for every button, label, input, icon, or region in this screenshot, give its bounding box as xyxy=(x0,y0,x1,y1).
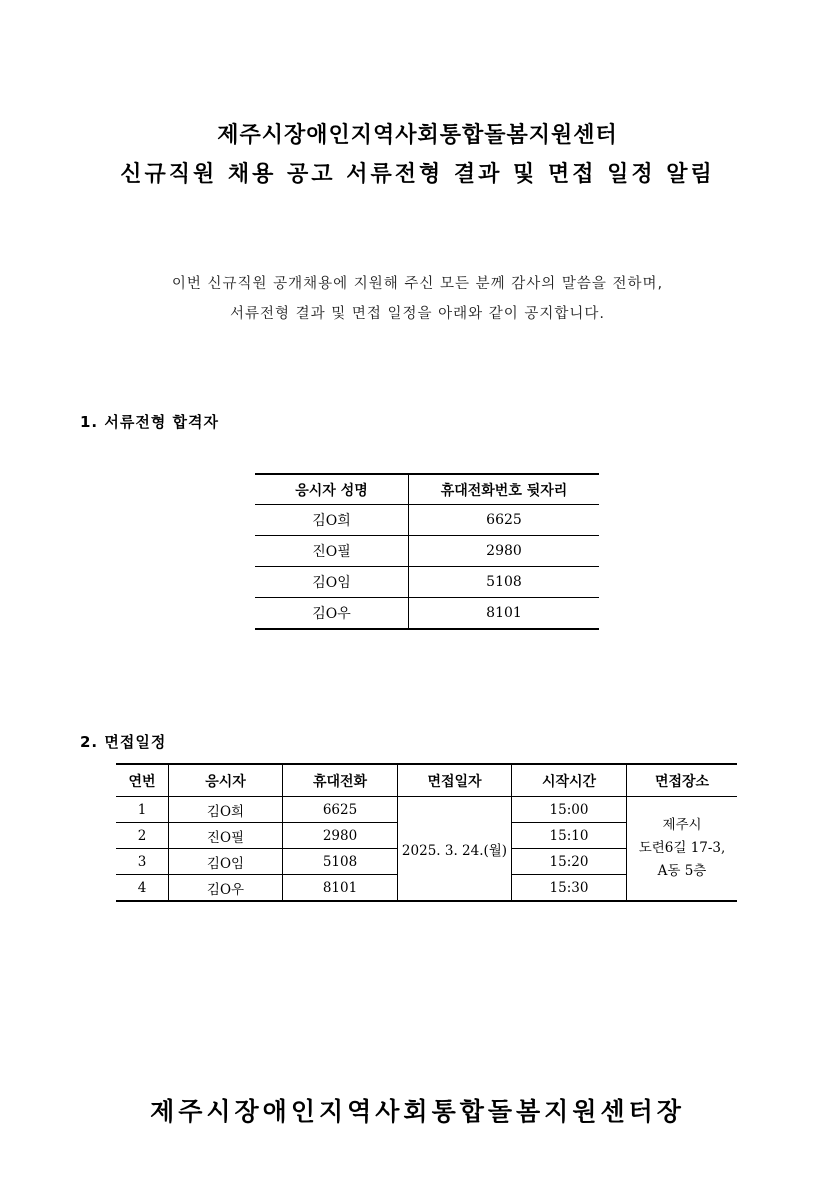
cell-start-time: 15:10 xyxy=(512,823,627,849)
section1-heading: 1. 서류전형 합격자 xyxy=(80,413,220,431)
intro-line1: 이번 신규직원 공개채용에 지원해 주신 모든 분께 감사의 말씀을 전하며, xyxy=(171,276,664,292)
cell-start-time: 15:20 xyxy=(512,849,627,875)
location-line1: 제주시 xyxy=(662,817,702,833)
cell-no: 4 xyxy=(116,875,169,902)
cell-interview-location xyxy=(627,797,738,902)
cell-applicant: 김O희 xyxy=(169,797,283,823)
cell-name: 김O희 xyxy=(255,505,409,536)
cell-phone: 8101 xyxy=(409,598,600,630)
table-row xyxy=(255,567,599,598)
col-header-no: 연번 xyxy=(116,764,169,797)
cell-phone: 2980 xyxy=(409,536,600,567)
cell-phone: 8101 xyxy=(283,875,398,902)
cell-phone: 5108 xyxy=(409,567,600,598)
cell-no: 1 xyxy=(116,797,169,823)
cell-no: 3 xyxy=(116,849,169,875)
table-header-row xyxy=(116,764,737,797)
col-header-name: 응시자 성명 xyxy=(255,474,409,505)
table-row xyxy=(255,505,599,536)
cell-no: 2 xyxy=(116,823,169,849)
col-header-time: 시작시간 xyxy=(512,764,627,797)
document-pass-table xyxy=(255,473,599,630)
col-header-phone: 휴대전화번호 뒷자리 xyxy=(409,474,600,505)
table-header-row xyxy=(255,474,599,505)
cell-name: 김O임 xyxy=(255,567,409,598)
cell-phone: 6625 xyxy=(283,797,398,823)
signature: 제주시장애인지역사회통합돌봄지원센터장 xyxy=(150,1097,685,1126)
location-line2: 도련6길 17-3, xyxy=(638,840,726,856)
document-title-line2: 신규직원 채용 공고 서류전형 결과 및 면접 일정 알림 xyxy=(120,162,715,187)
intro-line2: 서류전형 결과 및 면접 일정을 아래와 같이 공지합니다. xyxy=(229,306,606,322)
table-row xyxy=(255,536,599,567)
cell-start-time: 15:30 xyxy=(512,875,627,902)
document-title-line1: 제주시장애인지역사회통합돌봄지원센터 xyxy=(217,123,618,148)
cell-applicant: 김O임 xyxy=(169,849,283,875)
location-line3: A동 5층 xyxy=(657,863,707,879)
cell-phone: 2980 xyxy=(283,823,398,849)
section2-heading: 2. 면접일정 xyxy=(80,733,167,751)
col-header-phone: 휴대전화 xyxy=(283,764,398,797)
cell-phone: 5108 xyxy=(283,849,398,875)
col-header-location: 면접장소 xyxy=(627,764,738,797)
cell-interview-date: 2025. 3. 24.(월) xyxy=(398,797,512,902)
interview-schedule-table xyxy=(116,763,737,902)
col-header-date: 면접일자 xyxy=(398,764,512,797)
cell-start-time: 15:00 xyxy=(512,797,627,823)
cell-phone: 6625 xyxy=(409,505,600,536)
col-header-applicant: 응시자 xyxy=(169,764,283,797)
table-row xyxy=(255,598,599,630)
table-row xyxy=(116,797,737,823)
cell-applicant: 김O우 xyxy=(169,875,283,902)
cell-name: 김O우 xyxy=(255,598,409,630)
cell-name: 진O필 xyxy=(255,536,409,567)
cell-applicant: 진O필 xyxy=(169,823,283,849)
